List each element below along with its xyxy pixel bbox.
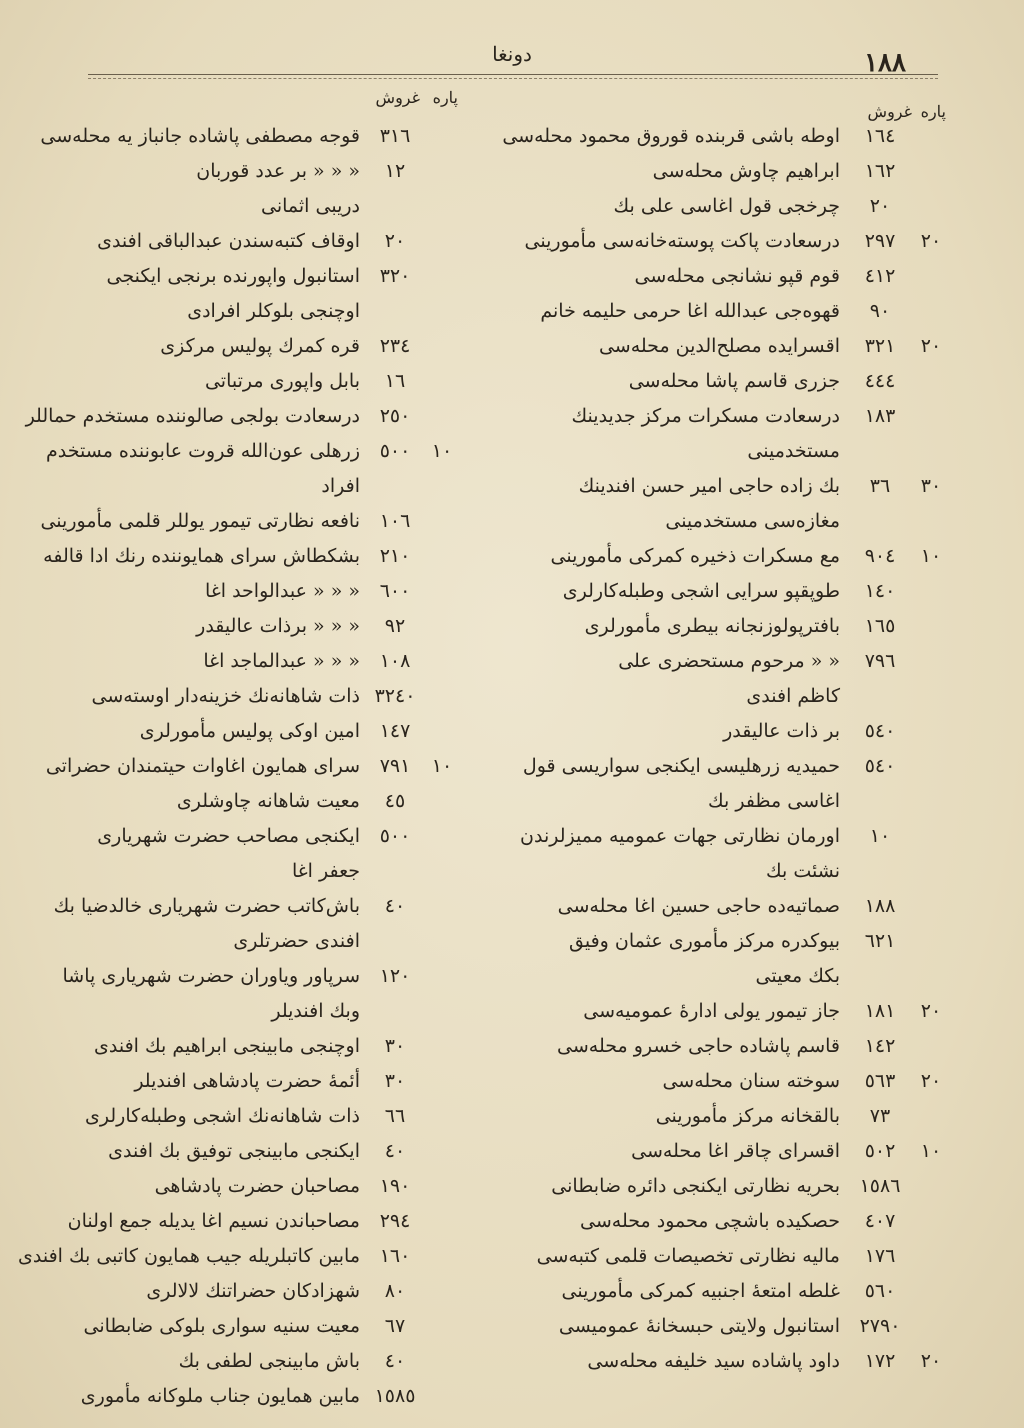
ghurush-amount: ٢٧٩٠	[859, 1315, 901, 1337]
ledger-entry	[524, 1347, 946, 1382]
entry-description: « « مرحوم مستحضری علی	[618, 650, 840, 672]
ledger-entry	[524, 1242, 946, 1277]
entry-description: درسعادت مسکرات مرکز جدیدینك	[571, 405, 840, 427]
ghurush-amount: ٩٢	[384, 615, 406, 637]
ghurush-amount: ٣٠	[384, 1070, 406, 1092]
ghurush-amount: ١٩٠	[379, 1175, 411, 1197]
ledger-entry	[524, 752, 946, 787]
entry-description: مغازه‌سی مستخدمینی	[665, 510, 840, 532]
column-header	[78, 88, 458, 122]
ledger-entry	[40, 122, 458, 157]
ledger-entry	[25, 402, 458, 437]
ledger-entry	[502, 122, 946, 157]
para-amount: ٢٠	[920, 230, 942, 252]
entry-description: باش‌کاتب حضرت شهریاری خالدضیا بك	[53, 895, 360, 917]
ghurush-amount: ٨٠	[384, 1280, 406, 1302]
ghurush-amount: ١٠	[869, 825, 891, 847]
ghurush-amount: ٣٢١	[864, 335, 896, 357]
entry-description: بحریه نظارتی ایکنجی دائره ضابطانی	[551, 1175, 840, 1197]
ghurush-amount: ٤٠	[384, 1350, 406, 1372]
ghurush-amount: ١٧٦	[864, 1245, 896, 1267]
ghurush-amount: ١٦٢	[864, 160, 896, 182]
ghurush-amount: ٢٩٤	[379, 1210, 411, 1232]
ghurush-amount: ١٠٦	[379, 510, 411, 532]
ledger-entry	[78, 647, 458, 682]
para-amount: ١٠	[431, 755, 453, 777]
ledger-entry	[78, 1312, 458, 1347]
entry-description: جاز تیمور یولی ادارۀ عمومیه‌سی	[583, 1000, 840, 1022]
ledger-entry	[524, 262, 946, 297]
ledger-entry	[524, 717, 946, 752]
ghurush-header: غروش	[867, 102, 912, 121]
ghurush-amount: ٢٠	[384, 230, 406, 252]
entry-description: بابل واپوری مرتباتی	[204, 370, 360, 392]
ghurush-amount: ٦٧	[384, 1315, 406, 1337]
entry-description: حصکیده باشچی محمود محله‌سی	[580, 1210, 840, 1232]
entry-description: امین اوکی پولیس مأمورلری	[139, 720, 360, 742]
ledger-entry	[78, 1347, 458, 1382]
ledger-entry	[78, 262, 458, 297]
entry-description: « « « عبدالماجد اغا	[203, 650, 360, 672]
entry-description: قاسم پاشاده حاجی خسرو محله‌سی	[557, 1035, 840, 1057]
ledger-entry	[78, 612, 458, 647]
ghurush-amount: ٣١٦	[379, 125, 411, 147]
entry-description: اوچنجی مابینجی ابراهیم بك افندی	[94, 1035, 360, 1057]
ledger-entry	[524, 332, 946, 367]
ghurush-amount: ٢٩٧	[864, 230, 896, 252]
ghurush-amount: ٤٠٧	[864, 1210, 896, 1232]
ledger-entry	[524, 1137, 946, 1172]
ledger-entry	[524, 192, 946, 227]
entry-description: اقسرای چاقر اغا محله‌سی	[631, 1140, 840, 1162]
ghurush-amount: ٦٠٠	[379, 580, 411, 602]
entry-description: زرهلی عون‌الله قروت عابوننده مستخدم	[46, 440, 360, 462]
ledger-entry	[78, 787, 458, 822]
ledger-entry	[524, 1312, 946, 1347]
entry-description: مصاحباندن نسیم اغا یدیله جمع اولنان	[67, 1210, 360, 1232]
entry-description: بالقخانه مرکز مأمورینی	[655, 1105, 840, 1127]
ledger-entry	[524, 962, 946, 997]
entry-description: مابین کاتبلریله جیب همایون کاتبی بك افندی	[18, 1245, 360, 1267]
entry-description: سوخته سنان محله‌سی	[662, 1070, 840, 1092]
ghurush-amount: ٢٠	[869, 195, 891, 217]
ledger-entry	[43, 542, 458, 577]
para-amount: ١٠	[920, 545, 942, 567]
page-number: ۱۸۸	[864, 48, 906, 78]
entry-description: صماتیه‌ده حاجی حسین اغا محله‌سی	[557, 895, 840, 917]
ledger-entry	[524, 682, 946, 717]
entry-description: معیت شاهانه چاوشلری	[176, 790, 360, 812]
entry-description: درسعادت بولجی صالوننده مستخدم حماللر	[25, 405, 360, 427]
ledger-entry	[524, 1032, 946, 1067]
para-header: پاره	[432, 88, 458, 107]
ledger-entry	[78, 717, 458, 752]
entry-description: بشکطاش سرای همایوننده رنك ادا قالفه	[43, 545, 360, 567]
ledger-entry	[78, 822, 458, 857]
ghurush-amount: ١٤٧	[379, 720, 411, 742]
entry-description: مابین همایون جناب ملوکانه مأموری	[80, 1385, 360, 1407]
ghurush-amount: ٦٢١	[864, 930, 896, 952]
entry-description: افراد	[321, 475, 360, 497]
ledger-entry	[78, 682, 458, 717]
ledger-entry	[46, 437, 458, 472]
ledger-entry	[524, 612, 946, 647]
ledger-entry	[78, 332, 458, 367]
ledger-entry	[78, 1032, 458, 1067]
ghurush-amount: ٣٠	[384, 1035, 406, 1057]
ledger-entry	[78, 297, 458, 332]
ghurush-amount: ٩٠	[869, 300, 891, 322]
ghurush-amount: ١٦٤	[864, 125, 896, 147]
entry-description: « « « عبدالواحد اغا	[205, 580, 360, 602]
ghurush-amount: ١٤٢	[864, 1035, 896, 1057]
ghurush-amount: ١٦٥	[864, 615, 896, 637]
ledger-entry	[524, 297, 946, 332]
entry-description: بیوکدره مرکز مأموری عثمان وفیق	[569, 930, 840, 952]
ledger-entry	[78, 857, 458, 892]
ledger-entry	[524, 577, 946, 612]
page-header	[0, 38, 1024, 78]
entry-description: « « « برذات عالیقدر	[196, 615, 360, 637]
ghurush-amount: ٤٥	[384, 790, 406, 812]
ledger-entry	[524, 927, 946, 962]
ledger-entry	[524, 787, 946, 822]
ghurush-header: غروش	[375, 88, 420, 107]
entry-description: جعفر اغا	[291, 860, 360, 882]
ledger-entry	[45, 752, 458, 787]
entry-description: ابراهیم چاوش محله‌سی	[652, 160, 840, 182]
entry-description: نشئت بك	[766, 860, 840, 882]
ledger-entry	[524, 542, 946, 577]
para-header: پاره	[920, 102, 946, 121]
column-header	[524, 92, 946, 122]
ghurush-amount: ١٨١	[864, 1000, 896, 1022]
para-amount: ١٠	[920, 1140, 942, 1162]
entry-description: وبك افندیلر	[271, 1000, 360, 1022]
ledger-entry	[78, 1382, 458, 1417]
ledger-entry	[524, 997, 946, 1032]
ledger-entry	[524, 892, 946, 927]
para-amount: ٣٠	[920, 475, 942, 497]
ghurush-amount: ٤٤٤	[864, 370, 896, 392]
entry-description: اورمان نظارتی جهات عمومیه ممیزلرندن	[520, 825, 840, 847]
entry-description: ایکنجی مصاحب حضرت شهریاری	[97, 825, 360, 847]
ghurush-amount: ٤٠	[384, 1140, 406, 1162]
ghurush-amount: ١٨٨	[864, 895, 896, 917]
entry-description: ذات شاهانه‌نك خزینه‌دار اوسته‌سی	[91, 685, 360, 707]
entry-description: کاظم افندی	[746, 685, 840, 707]
entry-description: بك زاده حاجی امیر حسن افندینك	[578, 475, 840, 497]
entry-description: شهزادکان حضراتنك لالالری	[146, 1280, 360, 1302]
ledger-entry	[524, 1102, 946, 1137]
entry-description: اوچنجی بلوکلر افرادی	[187, 300, 360, 322]
ghurush-amount: ٤١٢	[864, 265, 896, 287]
entry-description: سرپاور ویاوران حضرت شهریاری پاشا	[62, 965, 360, 987]
para-amount: ١٠	[431, 440, 453, 462]
entry-description: افندی حضرتلری	[233, 930, 360, 952]
entry-description: مالیه نظارتی تخصیصات قلمی کتبه‌سی	[536, 1245, 840, 1267]
ghurush-amount: ٧٩٦	[864, 650, 896, 672]
ghurush-amount: ٥٦٣	[864, 1070, 896, 1092]
entry-description: سرای همایون اغاوات حیتمندان حضراتی	[45, 755, 360, 777]
ledger-entry	[524, 1207, 946, 1242]
ghurush-amount: ٣٢٠	[379, 265, 411, 287]
ledger-entry	[78, 1277, 458, 1312]
entry-description: قوجه مصطفی پاشاده جانباز یه محله‌سی	[40, 125, 360, 147]
ledger-entry	[78, 577, 458, 612]
ghurush-amount: ٢٣٤	[379, 335, 411, 357]
ledger-entry	[78, 192, 458, 227]
ledger-entry	[524, 437, 946, 472]
entry-description: قوم قپو نشانجی محله‌سی	[634, 265, 840, 287]
ledger-entry	[62, 962, 458, 997]
entry-description: اغاسی مظفر بك	[708, 790, 840, 812]
ghurush-amount: ٣٢٤٠	[374, 685, 416, 707]
entry-description: باش مابینجی لطفی بك	[178, 1350, 360, 1372]
entry-description: داود پاشاده سید خلیفه محله‌سی	[587, 1350, 840, 1372]
entry-description: اقسرایده مصلح‌الدین محله‌سی	[598, 335, 840, 357]
entry-description: قره کمرك پولیس مرکزی	[160, 335, 360, 357]
ghurush-amount: ١٢٠	[379, 965, 411, 987]
para-amount: ٢٠	[920, 1350, 942, 1372]
entry-description: طوپقپو سرایی اشجی وطبله‌کارلری	[562, 580, 840, 602]
entry-description: دریبی اثمانی	[261, 195, 360, 217]
ghurush-amount: ٢٥٠	[379, 405, 411, 427]
left-column	[18, 88, 458, 1417]
ghurush-amount: ١٧٢	[864, 1350, 896, 1372]
ghurush-amount: ١٢	[384, 160, 406, 182]
ledger-entry	[524, 1067, 946, 1102]
entry-description: اوقاف کتبه‌سندن عبدالباقی افندی	[97, 230, 360, 252]
ghurush-amount: ١٨٣	[864, 405, 896, 427]
ledger-entry	[78, 1172, 458, 1207]
ledger-entry	[78, 1137, 458, 1172]
ghurush-amount: ٩٠٤	[864, 545, 896, 567]
ledger-entry	[53, 892, 458, 927]
ledger-entry	[40, 507, 458, 542]
entry-description: أئمۀ حضرت پادشاهی افندیلر	[134, 1070, 360, 1092]
entry-description: ذات شاهانه‌نك اشجی وطبله‌کارلری	[85, 1105, 360, 1127]
ghurush-amount: ٤٠	[384, 895, 406, 917]
entry-description: چرخجی قول اغاسی علی بك	[613, 195, 840, 217]
ledger-entry	[524, 472, 946, 507]
ledger-entry	[78, 157, 458, 192]
para-amount: ٢٠	[920, 1070, 942, 1092]
ghurush-amount: ٥٠٠	[379, 825, 411, 847]
ghurush-amount: ٥٠٢	[864, 1140, 896, 1162]
ledger-entry	[18, 1242, 458, 1277]
ledger-entry	[78, 997, 458, 1032]
entry-description: غلطه امتعۀ اجنبیه کمرکی مأمورینی	[561, 1280, 840, 1302]
ghurush-amount: ١٦	[384, 370, 406, 392]
ledger-entry	[520, 822, 946, 857]
entry-description: مع مسکرات ذخیره کمرکی مأمورینی	[550, 545, 840, 567]
entry-description: مستخدمینی	[747, 440, 840, 462]
ghurush-amount: ٣٦	[869, 475, 891, 497]
ledger-entry	[78, 927, 458, 962]
ledger-entry	[524, 1172, 946, 1207]
entry-description: جزری قاسم پاشا محله‌سی	[628, 370, 840, 392]
ghurush-amount: ١٤٠	[864, 580, 896, 602]
running-head: دونغا	[492, 42, 532, 66]
ledger-entry	[67, 1207, 458, 1242]
ghurush-amount: ٥٤٠	[864, 755, 896, 777]
ledger-entry	[524, 157, 946, 192]
ledger-entry	[524, 227, 946, 262]
ledger-entry	[78, 1102, 458, 1137]
entry-description: مصاحبان حضرت پادشاهی	[154, 1175, 360, 1197]
ghurush-amount: ٥٤٠	[864, 720, 896, 742]
ghurush-amount: ١٦٠	[379, 1245, 411, 1267]
entry-description: درسعادت پاکت پوسته‌خانه‌سی مأمورینی	[524, 230, 840, 252]
ledger-entry	[524, 647, 946, 682]
right-column	[502, 92, 946, 1382]
ghurush-amount: ١٠٨	[379, 650, 411, 672]
entry-description: اوطه باشی قربنده قوروق محمود محله‌سی	[502, 125, 840, 147]
entry-description: نافعه نظارتی تیمور یوللر قلمی مأمورینی	[40, 510, 360, 532]
ghurush-amount: ٦٦	[384, 1105, 406, 1127]
ledger-entry	[524, 402, 946, 437]
entry-description: استانبول واپورنده برنجی ایکنجی	[106, 265, 360, 287]
entry-description: بکك معیتی	[755, 965, 840, 987]
ledger-entry	[524, 1277, 946, 1312]
ghurush-amount: ٥٦٠	[864, 1280, 896, 1302]
ghurush-amount: ٢١٠	[379, 545, 411, 567]
ghurush-amount: ٧٩١	[379, 755, 411, 777]
entry-description: معیت سنیه سواری بلوکی ضابطانی	[83, 1315, 360, 1337]
para-amount: ٢٠	[920, 335, 942, 357]
ledger-entry	[524, 367, 946, 402]
ghurush-amount: ١٥٨٥	[374, 1385, 416, 1407]
ledger-entry	[524, 507, 946, 542]
ledger-entry	[78, 1067, 458, 1102]
ledger-entry	[78, 227, 458, 262]
entry-description: « « « بر عدد قوربان	[196, 160, 360, 182]
para-amount: ٢٠	[920, 1000, 942, 1022]
entry-description: استانبول ولایتی حبسخانۀ عمومیسی	[558, 1315, 840, 1337]
header-rule	[88, 74, 938, 79]
entry-description: حمیدیه زرهلیسی ایکنجی سواریسی قول	[522, 755, 840, 777]
entry-description: بافترپولوزنجانه بیطری مأمورلری	[584, 615, 840, 637]
ghurush-amount: ٥٠٠	[379, 440, 411, 462]
ghurush-amount: ٧٣	[869, 1105, 891, 1127]
ledger-entry	[524, 857, 946, 892]
entry-description: بر ذات عالیقدر	[723, 720, 840, 742]
entry-description: ایکنجی مابینجی توفیق بك افندی	[108, 1140, 360, 1162]
ledger-entry	[78, 367, 458, 402]
ghurush-amount: ١٥٨٦	[859, 1175, 901, 1197]
entry-description: قهوه‌جی عبدالله اغا حرمی حلیمه خانم	[540, 300, 840, 322]
ledger-entry	[78, 472, 458, 507]
